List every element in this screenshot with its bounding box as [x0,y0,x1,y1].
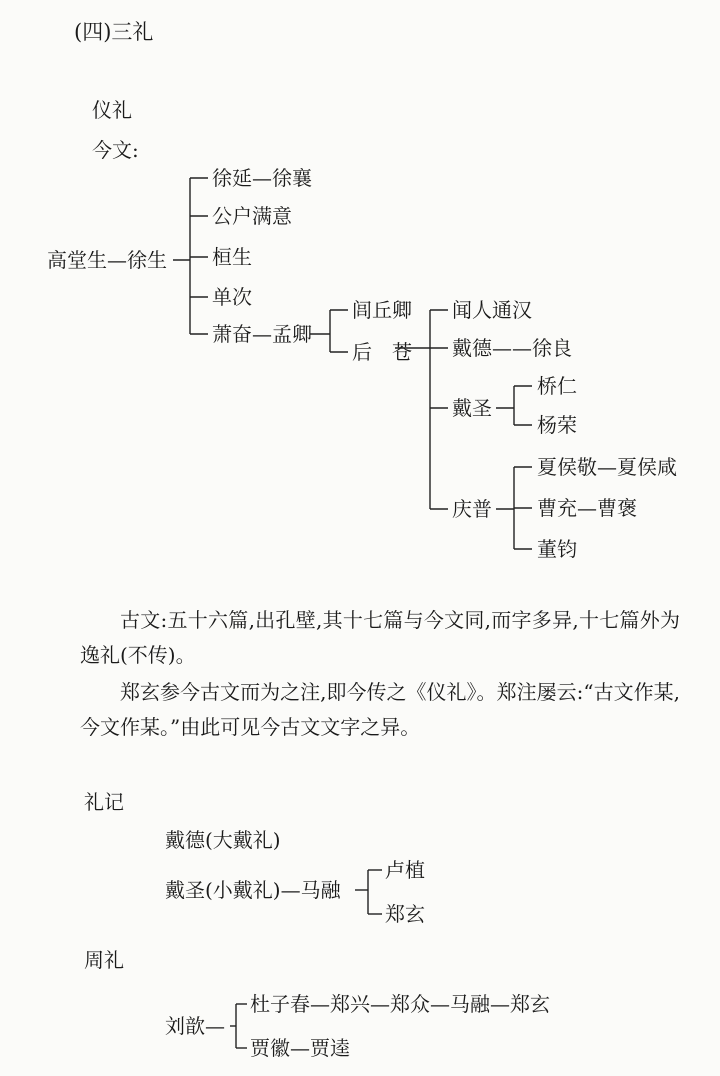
yili-branch-4: 单次 [212,285,252,309]
yili-lv3-a: 闾丘卿 [352,298,412,322]
liji-luzhi: 卢植 [385,858,425,882]
yili-qp-1: 夏侯敬—夏侯咸 [537,455,677,479]
zhouli-line-2: 贾徽—贾逵 [250,1036,350,1060]
liji-dasheng: 戴圣(小戴礼)—马融 [165,878,341,902]
yili-branch-3: 桓生 [212,245,252,269]
yili-branch-2: 公户满意 [212,204,292,228]
zhouli-line-1: 杜子春—郑兴—郑众—马融—郑玄 [250,992,550,1016]
liji-heading: 礼记 [84,790,124,814]
zhouli-root: 刘歆— [165,1014,225,1038]
yili-qp-2: 曹充—曹褒 [537,496,637,520]
liji-zhengxuan: 郑玄 [385,902,425,926]
section-title: (四)三礼 [74,20,154,44]
yili-dsh-1: 桥仁 [537,374,577,398]
yili-branch-5: 萧奋—孟卿 [212,322,312,346]
yili-root: 高堂生—徐生 [47,248,167,272]
yili-lv4-b: 戴德——徐良 [452,336,572,360]
yili-lv4-c: 戴圣 [452,396,492,420]
jinwen-label: 今文: [92,138,139,162]
yili-dsh-2: 杨荣 [537,413,577,437]
yili-lv4-a: 闻人通汉 [452,298,532,322]
liji-dade: 戴德(大戴礼) [165,828,281,852]
yili-branch-1: 徐延—徐襄 [212,166,312,190]
yili-lv3-b: 后 苍 [352,340,412,364]
yili-lv4-d: 庆普 [452,497,492,521]
zhengxuan-paragraph: 郑玄参今古文而为之注,即今传之《仪礼》。郑注屡云:“古文作某,今文作某。”由此可见今古文文字之异。 [80,680,680,739]
zhouli-heading: 周礼 [84,948,124,972]
yili-heading: 仪礼 [92,98,132,122]
yili-qp-3: 董钧 [537,537,577,561]
guwen-paragraph: 古文:五十六篇,出孔壁,其十七篇与今文同,而字多异,十七篇外为逸礼(不传)。 [80,608,680,667]
